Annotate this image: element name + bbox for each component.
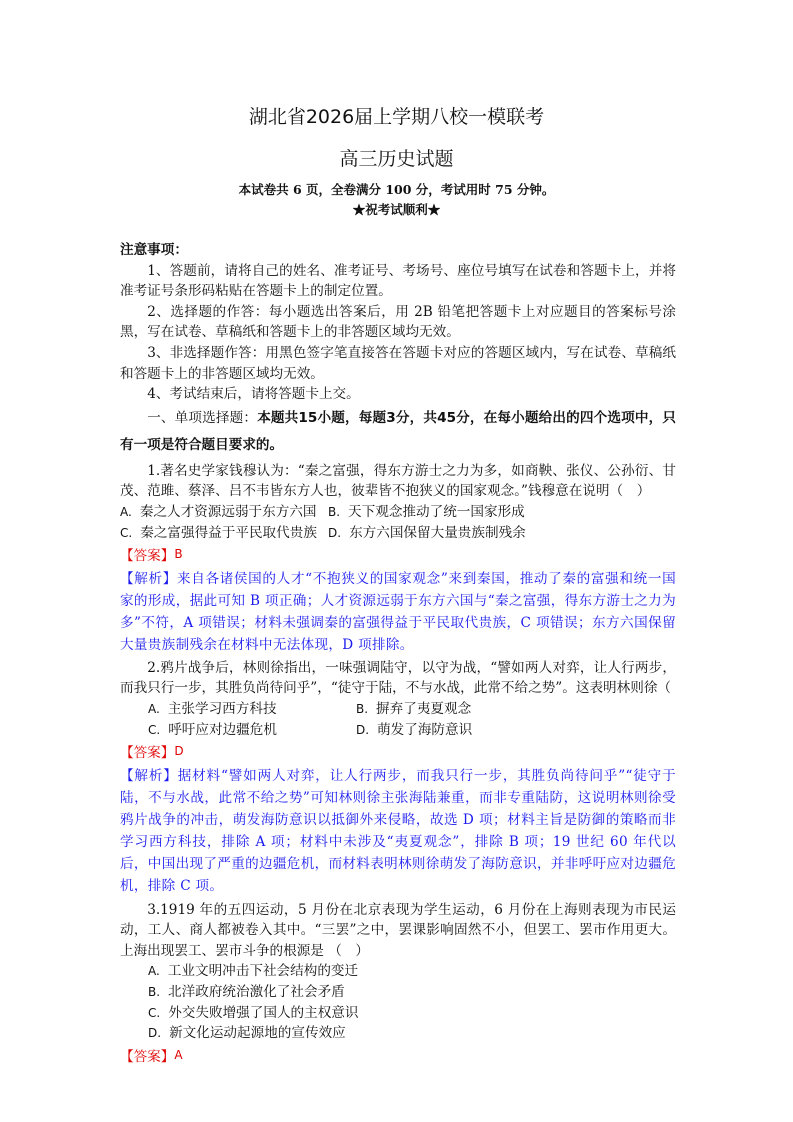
- section-label: 一、单项选择题：: [147, 409, 258, 426]
- answer-value: A: [174, 1047, 183, 1062]
- question-stem: 3.1919 年的五四运动，5 月份在北京表现为学生运动，6 月份在上海则表现为市民运动，工人、商人都被卷入其中。“三罢”之中，罢课影响固然不小，但罢工、罢市作用更大。上海出现罢工、罢市斗争的根源是 （ ）: [120, 901, 676, 959]
- question-options: [120, 699, 676, 740]
- question-stem: 2.鸦片战争后，林则徐指出，一味强调陆守，以守为战，“譬如两人对弈，让人行两步，而我只行一步，其胜负尚待问乎”，“徒守于陆，不与水战，此常不给之势”。这表明林则徐（: [120, 659, 676, 697]
- section-heading: [120, 405, 676, 459]
- answer-value: D: [174, 744, 184, 759]
- exam-subtitle: 高三历史试题: [339, 148, 454, 170]
- question-stem: 1.著名史学家钱穆认为：“秦之富强，得东方游士之力为多，如商鞅、张仪、公孙衍、甘茂、范雎、蔡泽、吕不韦皆东方人也，彼辈皆不抱狭义的国家观念。”钱穆意在说明（ ）: [120, 462, 676, 500]
- note-item: 4、考试结束后，请将答题卡上交。: [147, 386, 360, 403]
- option-a[interactable]: A. 工业文明冲击下社会结构的变迁: [148, 963, 359, 980]
- note-item: 2、选择题的作答：每小题选出答案后，用 2B 铅笔把答题卡上对应题目的答案标号涂黑，写在试卷、草稿纸和答题卡上的非答题区域均无效。: [120, 303, 676, 341]
- exam-info: 本试卷共 6 页，全卷满分 100 分，考试用时 75 分钟。: [238, 182, 555, 197]
- option-a[interactable]: A. 秦之人才资源远弱于东方六国: [120, 503, 317, 520]
- answer-line: 【答案】D: [120, 744, 184, 762]
- answer-value: B: [174, 547, 183, 562]
- option-c[interactable]: C. 呼吁应对边疆危机: [148, 721, 277, 738]
- section-desc: 本题共15小题，每题3分，共45分，在每小题给出的四个选项中，只有一项是符合题目要求的。: [120, 409, 677, 453]
- option-b[interactable]: B. 天下观念推动了统一国家形成: [328, 503, 525, 520]
- option-b[interactable]: B. 北洋政府统治激化了社会矛盾: [148, 984, 345, 1001]
- option-b[interactable]: B. 摒弃了夷夏观念: [356, 700, 472, 717]
- option-d[interactable]: D. 新文化运动起源地的宣传效应: [148, 1025, 346, 1042]
- exam-body: [120, 240, 676, 1068]
- exam-wish: ★祝考试顺利★: [352, 202, 441, 217]
- option-c[interactable]: C. 外交失败增强了国人的主权意识: [148, 1004, 359, 1021]
- question-options: [120, 961, 676, 1043]
- notes-heading: 注意事项：: [120, 242, 188, 258]
- answer-line: 【答案】A: [120, 1047, 183, 1065]
- analysis: 【解析】来自各诸侯国的人才“不抱狭义的国家观念”来到秦国，推动了秦的富强和统一国家的形成，据此可知 B 项正确；人才资源远弱于东方六国与“秦之富强，得东方游士之力为多”不符，A 项错误；材料未强调秦的富强得益于平民取代贵族，C 项错误；东方六国保留大量贵族制残余在材料中无法体现，D 项排除。: [120, 570, 676, 653]
- option-a[interactable]: A. 主张学习西方科技: [148, 700, 277, 717]
- analysis: 【解析】据材料“譬如两人对弈，让人行两步，而我只行一步，其胜负尚待问乎”“徒守于陆，不与水战，此常不给之势”可知林则徐主张海陆兼重，而非专重陆防，这说明林则徐受鸦片战争的冲击，萌发海防意识以抵御外来侵略，故选 D 项；材料主旨是防御的策略而非学习西方科技，排除 A 项；材料中未涉及“夷夏观念”，排除 B 项；19 世纪 60 年代以后，中国出现了严重的边疆危机，而材料表明林则徐萌发了海防意识，并非呼吁应对边疆危机，排除 C 项。: [120, 767, 676, 894]
- answer-line: 【答案】B: [120, 547, 183, 565]
- question-options: [120, 502, 676, 543]
- option-d[interactable]: D. 萌发了海防意识: [356, 721, 473, 738]
- note-item: 1、答题前，请将自己的姓名、准考证号、考场号、座位号填写在试卷和答题卡上，并将准考证号条形码粘贴在答题卡上的制定位置。: [120, 262, 676, 300]
- exam-title: 湖北省2026届上学期八校一模联考: [248, 106, 545, 128]
- note-item: 3、非选择题作答：用黑色签字笔直接答在答题卡对应的答题区域内，写在试卷、草稿纸和答题卡上的非答题区域均无效。: [120, 344, 676, 382]
- option-d[interactable]: D. 东方六国保留大量贵族制残余: [328, 524, 526, 541]
- option-c[interactable]: C. 秦之富强得益于平民取代贵族: [120, 524, 317, 541]
